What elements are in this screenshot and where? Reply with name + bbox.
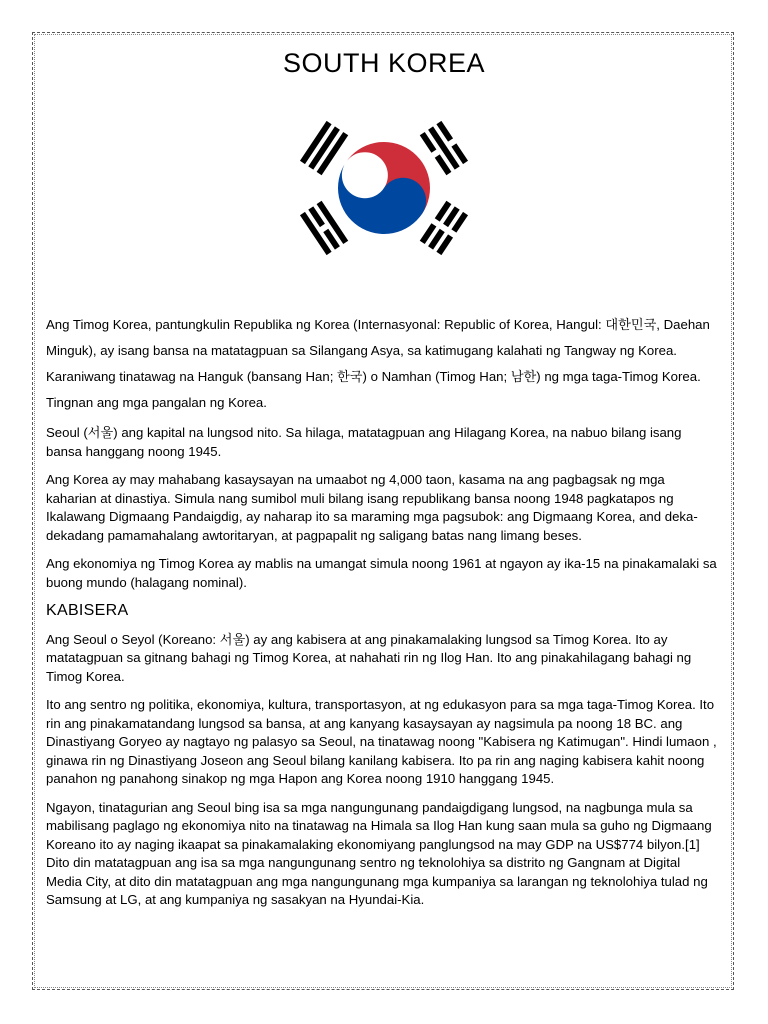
document-body <box>46 312 718 920</box>
intro-paragraph-4: Ang ekonomiya ng Timog Korea ay mablis na umangat simula noong 1961 at ngayon ay ika-15 na pinakamalaki sa buong mundo (halagang nominal). <box>46 556 717 590</box>
south-korea-flag-icon <box>272 96 496 280</box>
intro-paragraph-3: Ang Korea ay may mahabang kasaysayan na umaabot ng 4,000 taon, kasama na ang pagbagsak ng mga kaharian at dinastiya. Simula nang sumibol muli bilang isang republikang bansa noong 1948 pagkatapos ng Ikalawang Digmaang Pandaigdig, ay naharap ito sa maraming mga pagsubok: ang Digmaang Korea, and deka-dekadang pamamahalang awtoritaryan, at pagpapalit ng saligang batas nang limang beses. <box>46 472 698 543</box>
section-heading-kabisera: KABISERA <box>46 602 129 619</box>
intro-paragraph-2: Seoul (서울) ang kapital na lungsod nito. Sa hilaga, matatagpuan ang Hilagang Korea, na nabuo bilang isang bansa hanggang noong 1945. <box>46 425 682 459</box>
kabisera-paragraph-1: Ang Seoul o Seyol (Koreano: 서울) ay ang kabisera at ang pinakamalaking lungsod sa Timog Korea. Ito ay matatagpuan sa gitnang bahagi ng Timog Korea, at nahahati rin ng Ilog Han. Ito ang pinakahilagang bahagi ng Timog Korea. <box>46 631 692 684</box>
kabisera-paragraph-2: Ito ang sentro ng politika, ekonomiya, kultura, transportasyon, at ng edukasyon para sa mga taga-Timog Korea. Ito rin ang pinakamatandang lungsod sa bansa, at ang kanyang kasaysayan ay nagsimula pa noong 18 BC. ang Dinastiyang Goryeo ay nagtayo ng palasyo sa Seoul, na tinatawag noong "Kabisera ng Katimugan". Hindi lumaon , ginawa rin ng Dinastiyang Joseon ang Seoul bilang kanilang kabisera. Ito pa rin ang naging kabisera kahit noong panahon ng panahong sinakop ng mga Hapon ang Korea noong 1910 hanggang 1945. <box>46 697 717 786</box>
intro-paragraph-1: Ang Timog Korea, pantungkulin Republika ng Korea (Internasyonal: Republic of Korea, Hangul: 대한민국, Daehan Minguk), ay isang bansa na matatagpuan sa Silangang Asya, sa katimugang kalahati ng Tangway ng Korea. Karaniwang tinatawag na Hanguk (bansang Han; 한국) o Namhan (Timog Han; 남한) ng mga taga-Timog Korea. Tingnan ang mga pangalan ng Korea. <box>46 317 710 410</box>
kabisera-paragraph-3: Ngayon, tinatagurian ang Seoul bing isa sa mga nangungunang pandaigdigang lungsod, na nagbunga mula sa mabilisang paglago ng ekonomiya nito na tinatawag na Himala sa Ilog Han kung saan mula sa guho ng Digmaang Koreano ito ay naging ikaapat sa pinakamalaking ekonomiyang panglungsod na may GDP na US$774 bilyon.[1] Dito din matatagpuan ang isa sa mga nangungunang sentro ng teknolohiya sa distrito ng Gangnam at Digital Media City, at dito din matatagpuan ang mga nangungunang mga kumpaniya sa larangan ng teknolohiya tulad ng Samsung at LG, at ang kumpaniya ng sasakyan na Hyundai-Kia. <box>46 799 712 907</box>
page-title: SOUTH KOREA <box>282 48 486 78</box>
